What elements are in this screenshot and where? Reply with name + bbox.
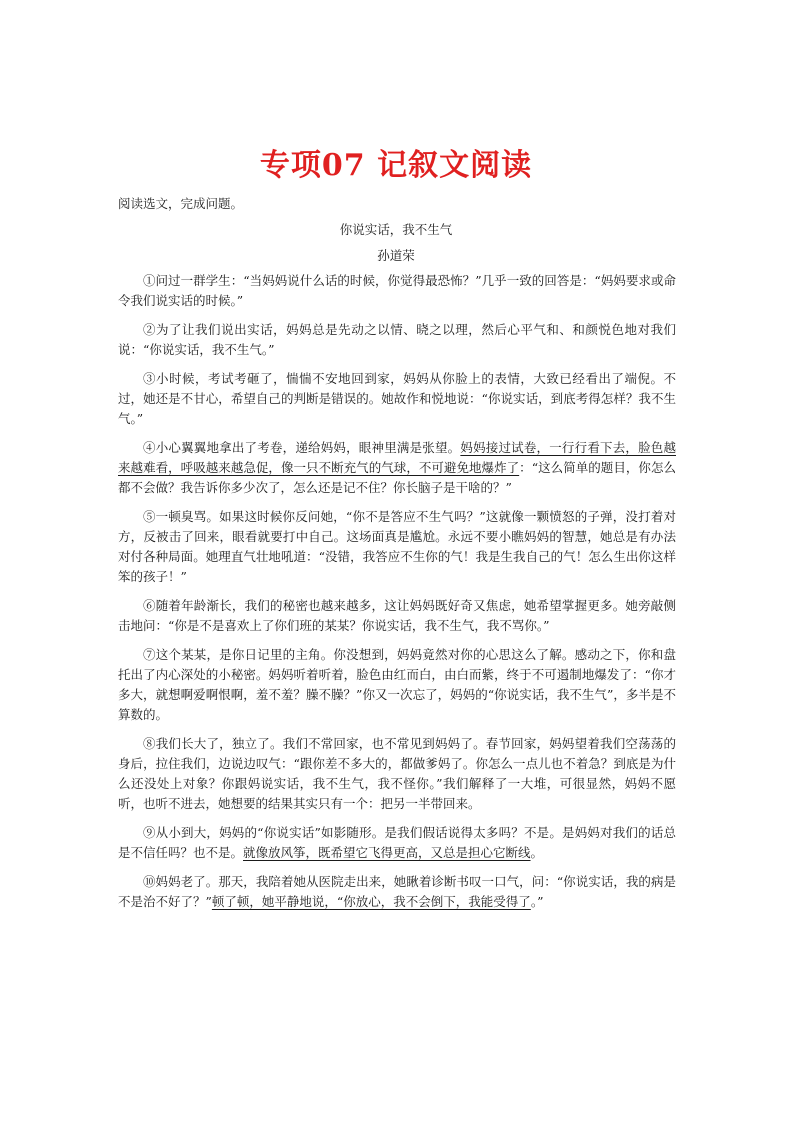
paragraph-text: ③小时候，考试考砸了，惴惴不安地回到家，妈妈从你脸上的表情，大致已经看出了端倪。不过，她还是不甘心，希望自己的判断是错误的。她故作和悦地说：“你说实话，到底考得怎样？我不生气。” bbox=[118, 371, 676, 426]
paragraph-5 bbox=[118, 507, 676, 587]
paragraph-text: ⑧我们长大了，独立了。我们不常回家，也不常见到妈妈了。春节回家，妈妈望着我们空荡荡的身后，拉住我们，边说边叹气：“跟你差不多大的，都做爹妈了。你怎么一点儿也不着急？到底是为什么还没处上对象？你跟妈说实话，我不生气，我不怪你。”我们解释了一大堆，可很显然，妈妈不愿听，也听不进去，她想要的结果其实只有一个：把另一半带回来。 bbox=[118, 736, 676, 811]
paragraph-text: ⑤一顿臭骂。如果这时候你反问她，“你不是答应不生气吗？”这就像一颗愤怒的子弹，没打着对方，反被击了回来，眼看就要打中自己。这场面真是尴尬。永远不要小瞧妈妈的智慧，她总是有办法对付各种局面。她理直气壮地吼道：“没错，我答应不生你的气！我是生我自己的气！怎么生出你这样笨的孩子！” bbox=[118, 509, 676, 584]
underlined-sentence: 顿了顿，她平静地说，“你放心，我不会倒下，我能受得了 bbox=[211, 894, 531, 909]
paragraph-7 bbox=[118, 645, 676, 725]
paragraph-1 bbox=[118, 271, 676, 311]
paragraph-6 bbox=[118, 596, 676, 636]
paragraph-8 bbox=[118, 734, 676, 814]
paragraph-text: ①问过一群学生：“当妈妈说什么话的时候，你觉得最恐怖？”几乎一致的回答是：“妈妈要求或命令我们说实话的时候。” bbox=[118, 273, 676, 308]
underlined-sentence: 妈妈接过试卷，一行行看下去，脸色越来越难看，呼吸越来越急促，像一只不断充气的气球，不可避免地爆炸了 bbox=[118, 440, 676, 475]
reading-instruction: 阅读选文，完成问题。 bbox=[118, 196, 244, 211]
essay-author: 孙道荣 bbox=[377, 248, 415, 263]
paragraph-text: 。 bbox=[530, 845, 544, 860]
paragraph-text: ②为了让我们说出实话，妈妈总是先动之以情、晓之以理，然后心平气和、和颜悦色地对我们说：“你说实话，我不生气。” bbox=[118, 322, 676, 357]
paragraph-text: ⑥随着年龄渐长，我们的秘密也越来越多，这让妈妈既好奇又焦虑，她希望掌握更多。她旁敲侧击地问：“你是不是喜欢上了你们班的某某？你说实话，我不生气，我不骂你。” bbox=[118, 598, 676, 633]
paragraph-text: ⑦这个某某，是你日记里的主角。你没想到，妈妈竟然对你的心思这么了解。感动之下，你和盘托出了内心深处的小秘密。妈妈听着听着，脸色由红而白，由白而紫，终于不可遏制地爆发了：“你才多大，就想啊爱啊恨啊，羞不羞？臊不臊？”你又一次忘了，妈妈的“你说实话，我不生气”，多半是不算数的。 bbox=[118, 647, 676, 722]
essay-body bbox=[118, 271, 676, 921]
essay-title: 你说实话，我不生气 bbox=[339, 222, 453, 237]
paragraph-text: 。” bbox=[530, 894, 544, 909]
paragraph-2 bbox=[118, 320, 676, 360]
underlined-sentence: 就像放风筝，既希望它飞得更高，又总是担心它断线 bbox=[243, 845, 531, 860]
paragraph-text: ⑩妈妈老了。那天，我陪着她从医院走出来，她瞅着诊断书叹一口气，问：“你说实话，我的病是不是治不好了？” bbox=[118, 874, 676, 909]
paragraph-4 bbox=[118, 438, 676, 498]
paragraph-3 bbox=[118, 369, 676, 429]
paragraph-9 bbox=[118, 823, 676, 863]
document-title: 专项07 记叙文阅读 bbox=[259, 148, 533, 183]
paragraph-text: ④小心翼翼地拿出了考卷，递给妈妈，眼神里满是张望。 bbox=[143, 440, 461, 455]
paragraph-text: ：“这么简单的题目，你怎么都不会做？我告诉你多少次了，怎么还是记不住？你长脑子是干啥的？” bbox=[118, 460, 676, 495]
paragraph-10 bbox=[118, 872, 676, 912]
paragraph-text: ⑨从小到大，妈妈的“你说实话”如影随形。是我们假话说得太多吗？不是。是妈妈对我们的话总是不信任吗？也不是。 bbox=[118, 825, 676, 860]
